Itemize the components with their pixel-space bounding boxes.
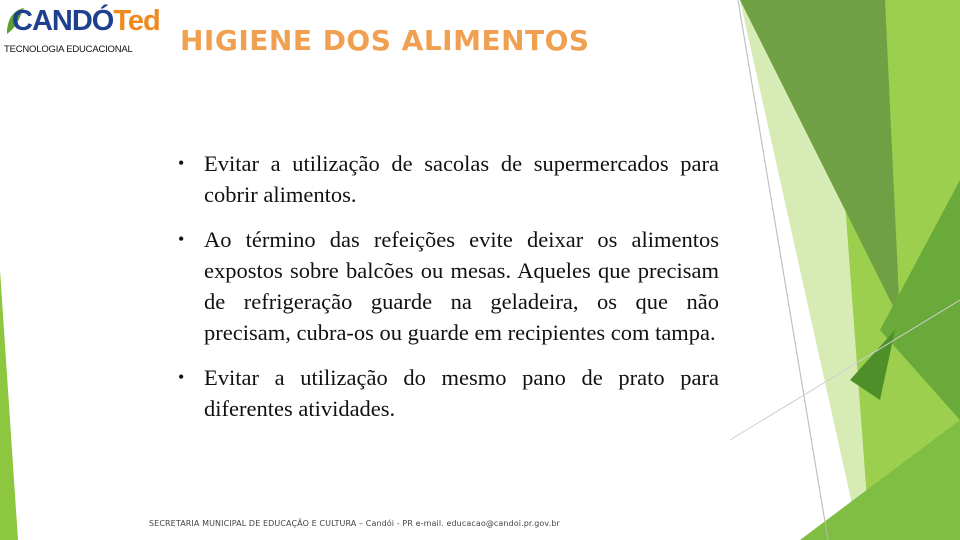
bullet-icon: •	[178, 367, 185, 387]
footer-text: SECRETARIA MUNICIPAL DE EDUCAÇÃO E CULTURA – Candói - PR e-mail. educacao@candoi.pr.gov.br	[149, 519, 560, 528]
logo-brand-accent: Ted	[113, 5, 160, 37]
list-item	[174, 224, 719, 348]
bullet-list	[174, 148, 719, 438]
logo-subtitle: TECNOLOGIA EDUCACIONAL	[4, 44, 133, 55]
bullet-text: Ao término das refeições evite deixar os alimentos expostos sobre balcões ou mesas. Aqueles que precisam de refrigeração guarde na geladeira, os que não precisam, cubra-os ou guarde em recipientes com tampa.	[204, 227, 719, 345]
list-item	[174, 148, 719, 210]
list-item	[174, 362, 719, 424]
logo	[4, 4, 160, 56]
bullet-icon: •	[178, 153, 185, 173]
logo-wordmark	[12, 4, 160, 38]
bullet-text: Evitar a utilização do mesmo pano de prato para diferentes atividades.	[204, 365, 719, 421]
left-green-wedge	[0, 270, 18, 540]
logo-brand-main: CANDÓ	[12, 5, 114, 37]
bullet-text: Evitar a utilização de sacolas de supermercados para cobrir alimentos.	[204, 151, 719, 207]
slide-title: HIGIENE DOS ALIMENTOS	[180, 24, 590, 57]
bullet-icon: •	[178, 229, 185, 249]
